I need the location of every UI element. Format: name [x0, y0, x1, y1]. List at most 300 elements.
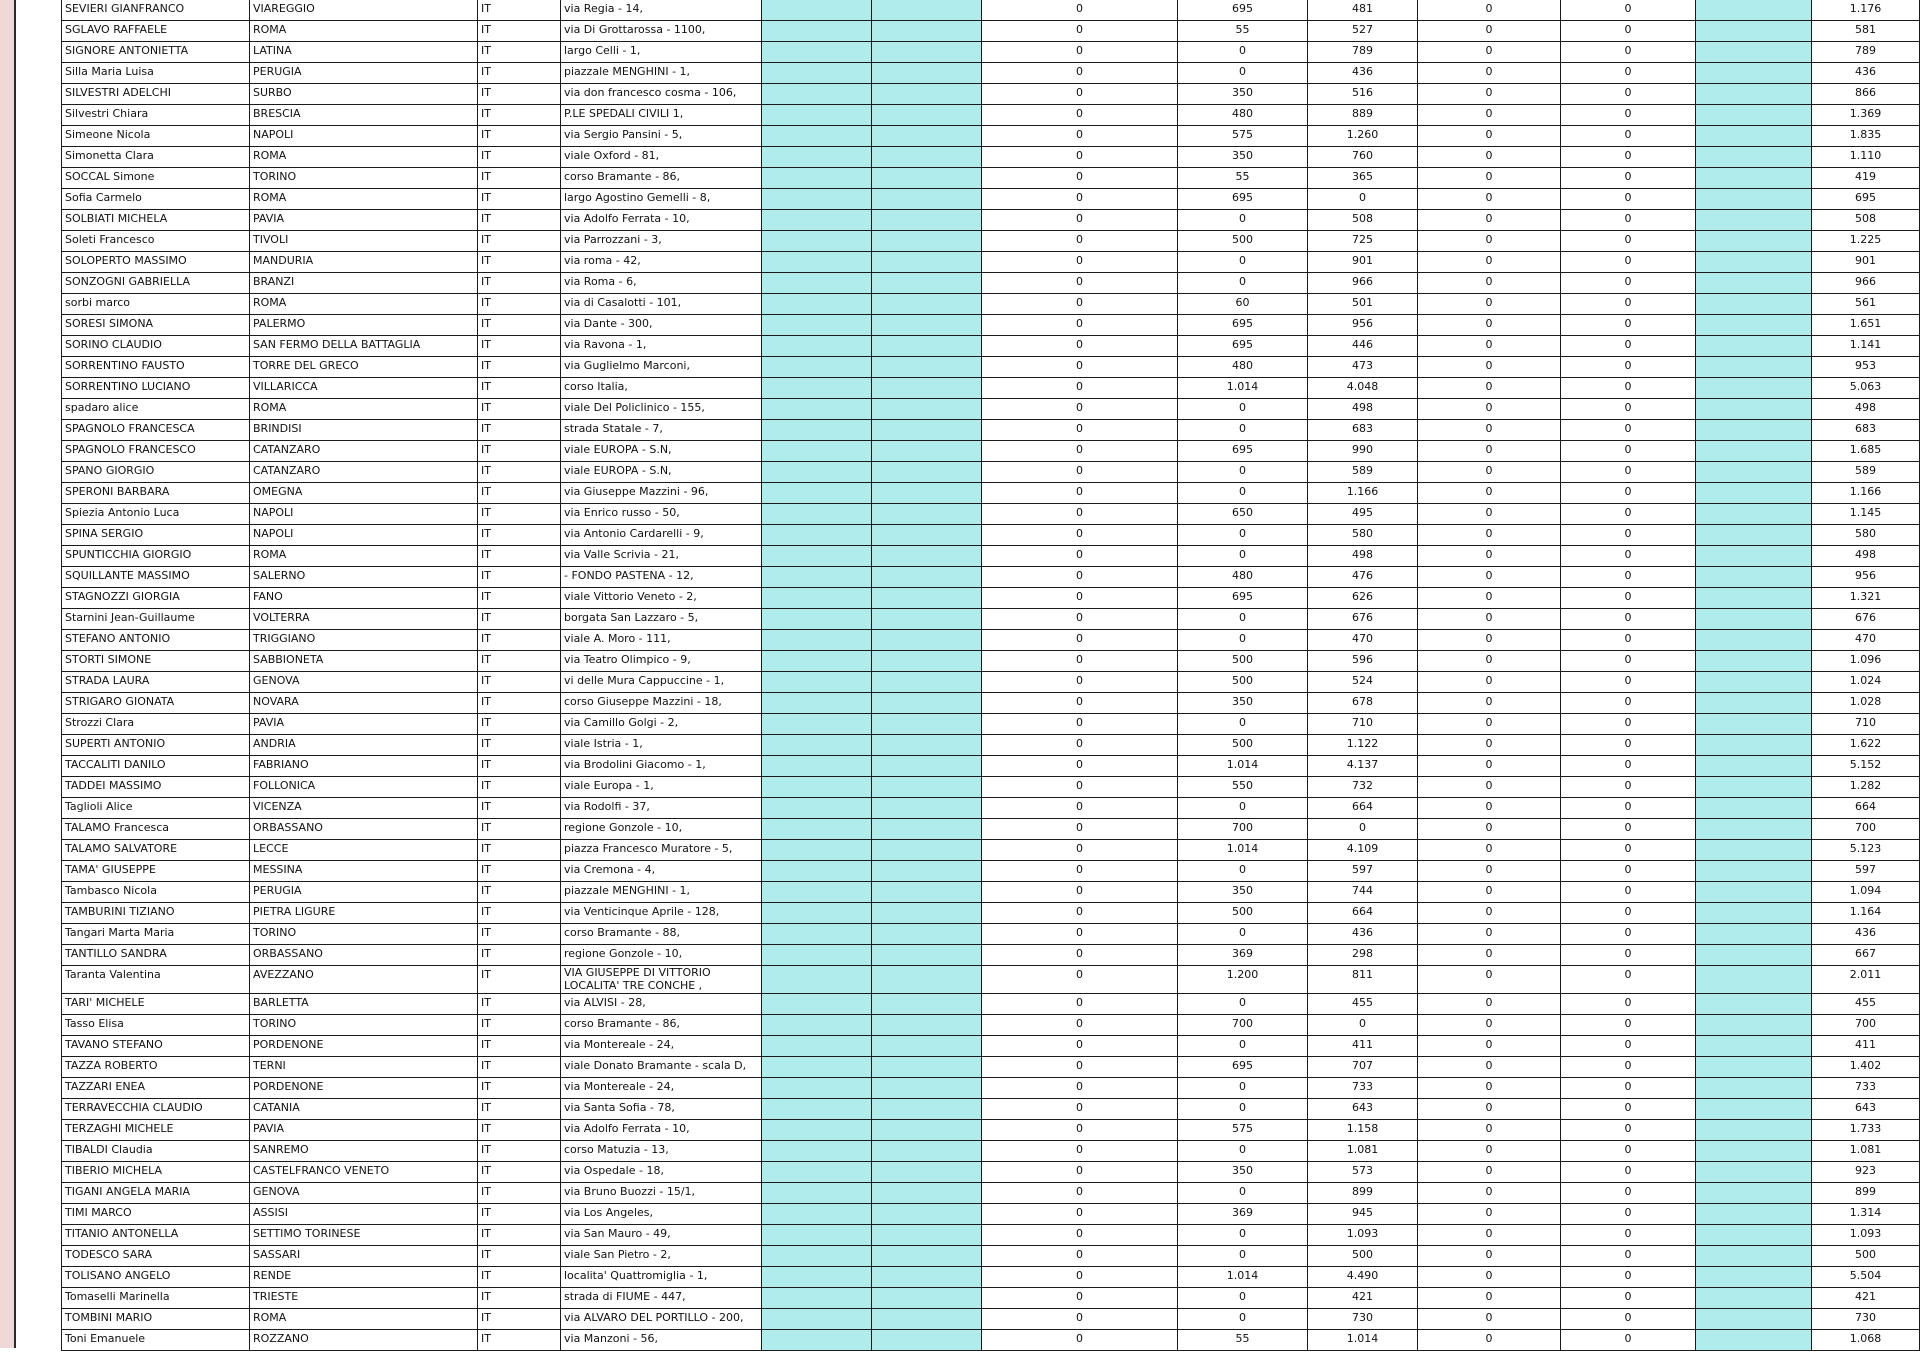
cell-highlight-a — [762, 819, 872, 840]
cell-country: IT — [478, 903, 561, 924]
cell-total: 643 — [1812, 1099, 1920, 1120]
cell-highlight-c — [1696, 567, 1812, 588]
cell-value-4: 0 — [1418, 630, 1561, 651]
cell-value-3: 0 — [1308, 1015, 1418, 1036]
cell-value-3: 683 — [1308, 420, 1418, 441]
cell-highlight-a — [762, 945, 872, 966]
cell-value-3: 4.490 — [1308, 1267, 1418, 1288]
cell-name: TERZAGHI MICHELE — [62, 1120, 250, 1141]
cell-name: SPAGNOLO FRANCESCA — [62, 420, 250, 441]
cell-highlight-b — [872, 756, 982, 777]
cell-highlight-a — [762, 1267, 872, 1288]
cell-address: corso Matuzia - 13, — [561, 1141, 762, 1162]
table-row — [62, 1099, 1920, 1120]
cell-value-1: 0 — [982, 273, 1178, 294]
cell-highlight-c — [1696, 84, 1812, 105]
cell-country: IT — [478, 42, 561, 63]
cell-country: IT — [478, 735, 561, 756]
cell-value-5: 0 — [1561, 840, 1696, 861]
cell-value-4: 0 — [1418, 1078, 1561, 1099]
cell-highlight-b — [872, 861, 982, 882]
cell-highlight-c — [1696, 588, 1812, 609]
cell-value-5: 0 — [1561, 273, 1696, 294]
cell-value-5: 0 — [1561, 483, 1696, 504]
cell-city: VOLTERRA — [250, 609, 478, 630]
cell-value-2: 0 — [1178, 630, 1308, 651]
cell-value-5: 0 — [1561, 861, 1696, 882]
cell-country: IT — [478, 651, 561, 672]
cell-highlight-b — [872, 420, 982, 441]
cell-highlight-a — [762, 777, 872, 798]
cell-value-4: 0 — [1418, 378, 1561, 399]
cell-address: viale Istria - 1, — [561, 735, 762, 756]
cell-highlight-b — [872, 819, 982, 840]
cell-highlight-a — [762, 1309, 872, 1330]
cell-city: VICENZA — [250, 798, 478, 819]
cell-highlight-c — [1696, 882, 1812, 903]
cell-city: PORDENONE — [250, 1036, 478, 1057]
cell-city: SASSARI — [250, 1246, 478, 1267]
cell-total: 1.685 — [1812, 441, 1920, 462]
cell-country: IT — [478, 966, 561, 994]
cell-address: via Rodolfi - 37, — [561, 798, 762, 819]
cell-city: TRIGGIANO — [250, 630, 478, 651]
cell-name: SOCCAL Simone — [62, 168, 250, 189]
cell-value-1: 0 — [982, 994, 1178, 1015]
cell-city: PAVIA — [250, 210, 478, 231]
cell-name: SORRENTINO FAUSTO — [62, 357, 250, 378]
cell-value-2: 1.014 — [1178, 756, 1308, 777]
cell-value-4: 0 — [1418, 126, 1561, 147]
table-row — [62, 1204, 1920, 1225]
cell-value-2: 500 — [1178, 735, 1308, 756]
cell-city: PALERMO — [250, 315, 478, 336]
cell-value-5: 0 — [1561, 735, 1696, 756]
cell-value-1: 0 — [982, 1120, 1178, 1141]
cell-value-4: 0 — [1418, 189, 1561, 210]
cell-value-2: 700 — [1178, 1015, 1308, 1036]
cell-value-4: 0 — [1418, 798, 1561, 819]
cell-highlight-a — [762, 546, 872, 567]
cell-highlight-a — [762, 1162, 872, 1183]
table-row — [62, 1183, 1920, 1204]
cell-highlight-c — [1696, 735, 1812, 756]
cell-value-2: 350 — [1178, 693, 1308, 714]
cell-highlight-b — [872, 1057, 982, 1078]
cell-value-3: 730 — [1308, 1309, 1418, 1330]
cell-name: Tangari Marta Maria — [62, 924, 250, 945]
cell-value-5: 0 — [1561, 588, 1696, 609]
cell-total: 597 — [1812, 861, 1920, 882]
cell-city: ROMA — [250, 1309, 478, 1330]
table-row — [62, 777, 1920, 798]
cell-value-1: 0 — [982, 105, 1178, 126]
cell-city: PORDENONE — [250, 1078, 478, 1099]
cell-city: ROMA — [250, 294, 478, 315]
cell-value-4: 0 — [1418, 735, 1561, 756]
cell-country: IT — [478, 273, 561, 294]
cell-highlight-b — [872, 21, 982, 42]
cell-value-4: 0 — [1418, 420, 1561, 441]
cell-highlight-a — [762, 105, 872, 126]
cell-highlight-a — [762, 231, 872, 252]
cell-total: 1.094 — [1812, 882, 1920, 903]
cell-value-4: 0 — [1418, 567, 1561, 588]
cell-value-1: 0 — [982, 168, 1178, 189]
cell-value-3: 733 — [1308, 1078, 1418, 1099]
cell-value-4: 0 — [1418, 714, 1561, 735]
cell-value-4: 0 — [1418, 1141, 1561, 1162]
cell-name: sorbi marco — [62, 294, 250, 315]
cell-city: NAPOLI — [250, 525, 478, 546]
cell-country: IT — [478, 1162, 561, 1183]
cell-value-5: 0 — [1561, 525, 1696, 546]
cell-value-1: 0 — [982, 735, 1178, 756]
cell-address: via Santa Sofia - 78, — [561, 1099, 762, 1120]
cell-highlight-a — [762, 189, 872, 210]
cell-total: 966 — [1812, 273, 1920, 294]
cell-country: IT — [478, 924, 561, 945]
cell-value-3: 945 — [1308, 1204, 1418, 1225]
table-row — [62, 147, 1920, 168]
cell-value-1: 0 — [982, 1309, 1178, 1330]
cell-address: via Cremona - 4, — [561, 861, 762, 882]
cell-value-4: 0 — [1418, 399, 1561, 420]
cell-city: MANDURIA — [250, 252, 478, 273]
cell-highlight-b — [872, 483, 982, 504]
cell-country: IT — [478, 126, 561, 147]
cell-value-3: 899 — [1308, 1183, 1418, 1204]
cell-value-5: 0 — [1561, 126, 1696, 147]
cell-value-2: 0 — [1178, 1141, 1308, 1162]
cell-value-5: 0 — [1561, 903, 1696, 924]
cell-value-3: 707 — [1308, 1057, 1418, 1078]
cell-country: IT — [478, 441, 561, 462]
cell-name: TITANIO ANTONELLA — [62, 1225, 250, 1246]
cell-highlight-b — [872, 42, 982, 63]
cell-value-4: 0 — [1418, 357, 1561, 378]
cell-value-4: 0 — [1418, 252, 1561, 273]
cell-address: corso Italia, — [561, 378, 762, 399]
cell-value-3: 446 — [1308, 336, 1418, 357]
cell-address: via Regia - 14, — [561, 0, 762, 21]
cell-value-1: 0 — [982, 924, 1178, 945]
cell-value-1: 0 — [982, 1183, 1178, 1204]
cell-highlight-b — [872, 231, 982, 252]
cell-highlight-c — [1696, 1120, 1812, 1141]
table-row — [62, 399, 1920, 420]
cell-highlight-b — [872, 462, 982, 483]
table-row — [62, 798, 1920, 819]
cell-value-1: 0 — [982, 777, 1178, 798]
cell-country: IT — [478, 84, 561, 105]
cell-country: IT — [478, 420, 561, 441]
cell-highlight-b — [872, 1309, 982, 1330]
cell-highlight-b — [872, 1288, 982, 1309]
cell-highlight-c — [1696, 966, 1812, 994]
cell-highlight-a — [762, 294, 872, 315]
cell-city: AVEZZANO — [250, 966, 478, 994]
cell-highlight-a — [762, 798, 872, 819]
cell-country: IT — [478, 882, 561, 903]
cell-value-4: 0 — [1418, 861, 1561, 882]
cell-value-1: 0 — [982, 840, 1178, 861]
cell-city: ORBASSANO — [250, 945, 478, 966]
cell-country: IT — [478, 210, 561, 231]
cell-city: VILLARICCA — [250, 378, 478, 399]
cell-value-4: 0 — [1418, 651, 1561, 672]
cell-value-3: 664 — [1308, 903, 1418, 924]
cell-value-5: 0 — [1561, 21, 1696, 42]
cell-value-3: 508 — [1308, 210, 1418, 231]
cell-value-3: 1.260 — [1308, 126, 1418, 147]
cell-address: via don francesco cosma - 106, — [561, 84, 762, 105]
cell-name: SEVIERI GIANFRANCO — [62, 0, 250, 21]
cell-value-1: 0 — [982, 1057, 1178, 1078]
cell-city: ROMA — [250, 21, 478, 42]
cell-country: IT — [478, 1267, 561, 1288]
cell-value-5: 0 — [1561, 546, 1696, 567]
cell-address: via Los Angeles, — [561, 1204, 762, 1225]
cell-country: IT — [478, 1078, 561, 1099]
table-row — [62, 1225, 1920, 1246]
cell-value-5: 0 — [1561, 1204, 1696, 1225]
cell-value-1: 0 — [982, 189, 1178, 210]
cell-country: IT — [478, 0, 561, 21]
cell-total: 1.835 — [1812, 126, 1920, 147]
cell-value-1: 0 — [982, 147, 1178, 168]
table-row — [62, 693, 1920, 714]
cell-value-4: 0 — [1418, 1183, 1561, 1204]
table-row — [62, 840, 1920, 861]
cell-value-2: 0 — [1178, 861, 1308, 882]
cell-highlight-c — [1696, 525, 1812, 546]
cell-city: PERUGIA — [250, 882, 478, 903]
cell-value-1: 0 — [982, 609, 1178, 630]
cell-highlight-a — [762, 651, 872, 672]
cell-total: 5.123 — [1812, 840, 1920, 861]
cell-highlight-a — [762, 168, 872, 189]
cell-highlight-c — [1696, 378, 1812, 399]
cell-address: via Sergio Pansini - 5, — [561, 126, 762, 147]
cell-highlight-b — [872, 924, 982, 945]
cell-total: 436 — [1812, 924, 1920, 945]
cell-name: SOLOPERTO MASSIMO — [62, 252, 250, 273]
cell-city: TORRE DEL GRECO — [250, 357, 478, 378]
cell-value-3: 725 — [1308, 231, 1418, 252]
cell-value-5: 0 — [1561, 462, 1696, 483]
cell-highlight-a — [762, 126, 872, 147]
cell-highlight-b — [872, 252, 982, 273]
cell-total: 1.369 — [1812, 105, 1920, 126]
cell-city: SALERNO — [250, 567, 478, 588]
cell-highlight-c — [1696, 1330, 1812, 1351]
cell-city: OMEGNA — [250, 483, 478, 504]
table-row — [62, 924, 1920, 945]
cell-country: IT — [478, 357, 561, 378]
cell-value-5: 0 — [1561, 777, 1696, 798]
cell-name: Taranta Valentina — [62, 966, 250, 994]
cell-country: IT — [478, 1183, 561, 1204]
cell-city: NAPOLI — [250, 126, 478, 147]
cell-value-2: 480 — [1178, 567, 1308, 588]
cell-value-3: 1.014 — [1308, 1330, 1418, 1351]
cell-value-3: 516 — [1308, 84, 1418, 105]
cell-address: VIA GIUSEPPE DI VITTORIO LOCALITA' TRE CONCHE , — [561, 966, 762, 994]
cell-highlight-a — [762, 315, 872, 336]
cell-address: via Valle Scrivia - 21, — [561, 546, 762, 567]
cell-value-2: 0 — [1178, 399, 1308, 420]
cell-highlight-b — [872, 777, 982, 798]
cell-address: via Adolfo Ferrata - 10, — [561, 1120, 762, 1141]
cell-city: FANO — [250, 588, 478, 609]
cell-total: 667 — [1812, 945, 1920, 966]
cell-value-1: 0 — [982, 504, 1178, 525]
cell-value-5: 0 — [1561, 1309, 1696, 1330]
cell-value-1: 0 — [982, 420, 1178, 441]
cell-value-2: 0 — [1178, 1036, 1308, 1057]
cell-value-3: 664 — [1308, 798, 1418, 819]
cell-total: 436 — [1812, 63, 1920, 84]
cell-address: via Manzoni - 56, — [561, 1330, 762, 1351]
cell-total: 1.176 — [1812, 0, 1920, 21]
cell-address: corso Bramante - 88, — [561, 924, 762, 945]
cell-highlight-a — [762, 483, 872, 504]
cell-value-1: 0 — [982, 126, 1178, 147]
cell-country: IT — [478, 840, 561, 861]
cell-value-2: 369 — [1178, 945, 1308, 966]
cell-highlight-c — [1696, 399, 1812, 420]
cell-value-2: 0 — [1178, 1246, 1308, 1267]
cell-city: TERNI — [250, 1057, 478, 1078]
cell-value-3: 596 — [1308, 651, 1418, 672]
cell-value-3: 4.048 — [1308, 378, 1418, 399]
cell-country: IT — [478, 399, 561, 420]
cell-highlight-c — [1696, 483, 1812, 504]
cell-highlight-b — [872, 588, 982, 609]
cell-address: piazza Francesco Muratore - 5, — [561, 840, 762, 861]
cell-country: IT — [478, 1036, 561, 1057]
cell-total: 1.733 — [1812, 1120, 1920, 1141]
cell-address: viale Del Policlinico - 155, — [561, 399, 762, 420]
cell-highlight-b — [872, 1225, 982, 1246]
cell-value-5: 0 — [1561, 1246, 1696, 1267]
cell-highlight-a — [762, 273, 872, 294]
cell-value-3: 901 — [1308, 252, 1418, 273]
cell-value-5: 0 — [1561, 630, 1696, 651]
cell-highlight-b — [872, 1330, 982, 1351]
cell-highlight-c — [1696, 777, 1812, 798]
cell-value-5: 0 — [1561, 0, 1696, 21]
cell-value-1: 0 — [982, 1015, 1178, 1036]
cell-address: borgata San Lazzaro - 5, — [561, 609, 762, 630]
cell-city: BARLETTA — [250, 994, 478, 1015]
cell-total: 1.024 — [1812, 672, 1920, 693]
cell-highlight-a — [762, 462, 872, 483]
cell-highlight-a — [762, 1099, 872, 1120]
cell-value-2: 0 — [1178, 924, 1308, 945]
cell-value-4: 0 — [1418, 1330, 1561, 1351]
table-row — [62, 105, 1920, 126]
cell-country: IT — [478, 1225, 561, 1246]
cell-value-2: 575 — [1178, 126, 1308, 147]
cell-value-5: 0 — [1561, 994, 1696, 1015]
cell-name: SORRENTINO LUCIANO — [62, 378, 250, 399]
cell-total: 1.166 — [1812, 483, 1920, 504]
cell-highlight-a — [762, 42, 872, 63]
table-row — [62, 630, 1920, 651]
cell-total: 1.093 — [1812, 1225, 1920, 1246]
cell-total: 561 — [1812, 294, 1920, 315]
cell-address: via Roma - 6, — [561, 273, 762, 294]
cell-name: TALAMO Francesca — [62, 819, 250, 840]
cell-country: IT — [478, 105, 561, 126]
cell-name: Spiezia Antonio Luca — [62, 504, 250, 525]
cell-name: Taglioli Alice — [62, 798, 250, 819]
cell-total: 1.282 — [1812, 777, 1920, 798]
cell-value-2: 0 — [1178, 525, 1308, 546]
cell-country: IT — [478, 315, 561, 336]
cell-value-3: 455 — [1308, 994, 1418, 1015]
cell-address: via Venticinque Aprile - 128, — [561, 903, 762, 924]
cell-value-2: 60 — [1178, 294, 1308, 315]
cell-name: TARI' MICHELE — [62, 994, 250, 1015]
cell-highlight-a — [762, 882, 872, 903]
cell-address: localita' Quattromiglia - 1, — [561, 1267, 762, 1288]
cell-highlight-b — [872, 504, 982, 525]
cell-value-2: 0 — [1178, 42, 1308, 63]
cell-value-4: 0 — [1418, 924, 1561, 945]
cell-value-4: 0 — [1418, 147, 1561, 168]
cell-name: STAGNOZZI GIORGIA — [62, 588, 250, 609]
cell-highlight-b — [872, 315, 982, 336]
cell-country: IT — [478, 189, 561, 210]
cell-value-5: 0 — [1561, 1183, 1696, 1204]
cell-total: 421 — [1812, 1288, 1920, 1309]
cell-total: 589 — [1812, 462, 1920, 483]
cell-country: IT — [478, 546, 561, 567]
cell-highlight-b — [872, 105, 982, 126]
cell-value-5: 0 — [1561, 693, 1696, 714]
cell-value-3: 956 — [1308, 315, 1418, 336]
cell-value-1: 0 — [982, 861, 1178, 882]
cell-address: - FONDO PASTENA - 12, — [561, 567, 762, 588]
cell-city: GENOVA — [250, 1183, 478, 1204]
cell-country: IT — [478, 147, 561, 168]
cell-highlight-c — [1696, 756, 1812, 777]
cell-total: 901 — [1812, 252, 1920, 273]
cell-highlight-b — [872, 798, 982, 819]
cell-value-1: 0 — [982, 1246, 1178, 1267]
cell-country: IT — [478, 1204, 561, 1225]
cell-highlight-a — [762, 441, 872, 462]
cell-name: SGLAVO RAFFAELE — [62, 21, 250, 42]
cell-highlight-a — [762, 336, 872, 357]
cell-country: IT — [478, 1141, 561, 1162]
cell-name: STRADA LAURA — [62, 672, 250, 693]
cell-highlight-c — [1696, 189, 1812, 210]
cell-address: viale Donato Bramante - scala D, — [561, 1057, 762, 1078]
cell-address: viale San Pietro - 2, — [561, 1246, 762, 1267]
cell-name: SONZOGNI GABRIELLA — [62, 273, 250, 294]
cell-address: piazzale MENGHINI - 1, — [561, 882, 762, 903]
cell-highlight-c — [1696, 63, 1812, 84]
cell-value-2: 1.200 — [1178, 966, 1308, 994]
cell-value-5: 0 — [1561, 42, 1696, 63]
cell-city: ROMA — [250, 399, 478, 420]
cell-country: IT — [478, 798, 561, 819]
cell-value-2: 55 — [1178, 21, 1308, 42]
